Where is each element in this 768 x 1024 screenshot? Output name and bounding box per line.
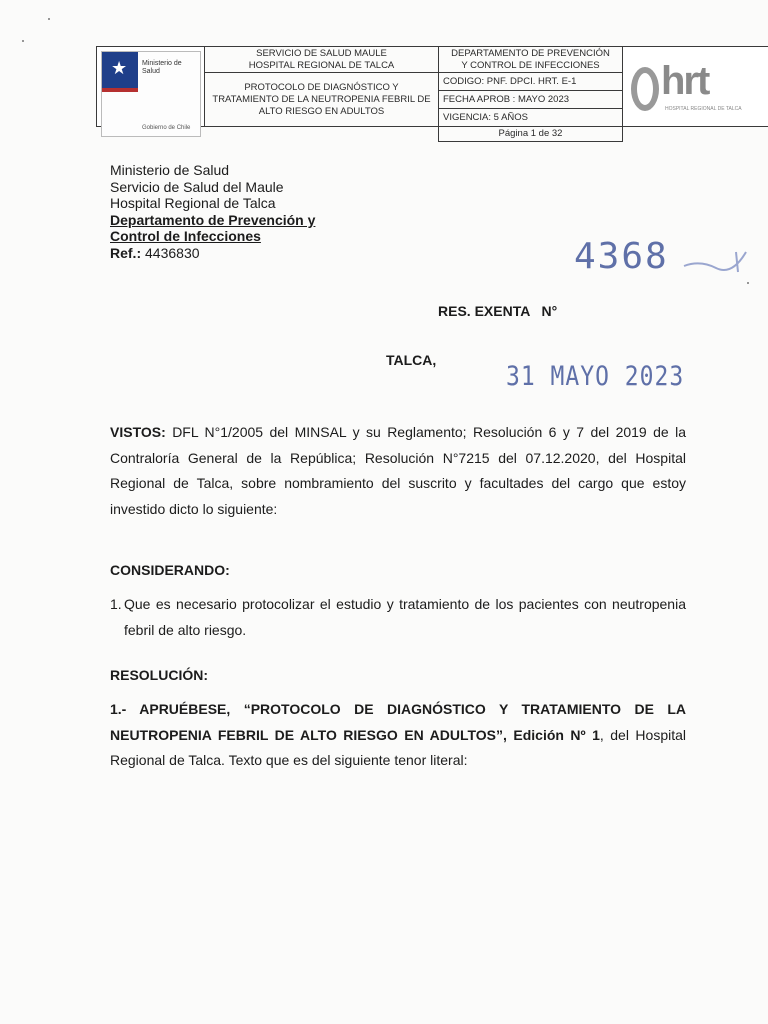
star-icon: ★ [111, 58, 128, 78]
scan-speck [22, 40, 24, 42]
considerando-item-1-number: 1. [110, 596, 122, 612]
hrt-circle-icon [631, 67, 659, 111]
resolucion-heading: RESOLUCIÓN: [110, 667, 208, 683]
servicio-cell [205, 47, 439, 73]
logo-ministerio-text: Ministerio de Salud [142, 60, 182, 75]
hospital-text: HOSPITAL REGIONAL DE TALCA [248, 59, 395, 71]
departamento-line2: Y CONTROL DE INFECCIONES [461, 59, 600, 71]
ministerio-salud-logo [101, 51, 201, 137]
pagina-cell: Página 1 de 32 [439, 127, 623, 142]
hrt-logo-subtext: HOSPITAL REGIONAL DE TALCA [665, 106, 742, 112]
city-label: TALCA, [386, 352, 437, 368]
address-ministerio: Ministerio de Salud [110, 162, 230, 178]
vigencia-cell: VIGENCIA: 5 AÑOS [439, 109, 623, 127]
ref-label: Ref.: [110, 244, 142, 261]
vistos-label: VISTOS: [110, 424, 166, 440]
empty-right-cell [623, 127, 768, 142]
considerando-item-1 [110, 592, 686, 643]
resolucion-item-1-rest: , del Hospital Regional de Talca. Texto que es del siguiente tenor literal: [110, 726, 687, 768]
scan-speck [747, 282, 749, 284]
ref-value: 4436830 [145, 244, 200, 261]
address-ref [110, 245, 315, 262]
hrt-logo [631, 59, 767, 119]
hrt-logo-cell [623, 47, 768, 127]
resolucion-edicion: Edición Nº 1 [513, 726, 600, 743]
protocolo-cell [205, 73, 439, 127]
servicio-text: SERVICIO DE SALUD MAULE [256, 47, 387, 59]
logo-gobierno-text: Gobierno de Chile [142, 125, 191, 131]
address-hospital: Hospital Regional de Talca [110, 195, 276, 212]
date-stamp: 31 MAYO 2023 [506, 362, 685, 392]
address-dept-line1: Departamento de Prevención y [110, 211, 316, 228]
hrt-logo-text: hrt [661, 59, 709, 103]
departamento-line1: DEPARTAMENTO DE PREVENCIÓN [451, 47, 610, 59]
departamento-cell [439, 47, 623, 73]
resolution-number-stamp: 4368 [574, 236, 669, 277]
protocolo-line1: PROTOCOLO DE DIAGNÓSTICO Y [244, 81, 399, 93]
stamp-smudge-mark [680, 246, 750, 276]
codigo-cell: CODIGO: PNF. DPCI. HRT. E-1 [439, 73, 623, 91]
address-block [110, 162, 315, 262]
vistos-text: DFL N°1/2005 del MINSAL y su Reglamento; Resolución 6 y 7 del 2019 de la Contraloría General de la República; Resolución N°7215 del 07.12.2020, del Hospital Regional de Talca, sobre nombramiento del suscrito y facultades del cargo que estoy investido dicto lo siguiente: [110, 424, 687, 517]
considerando-heading: CONSIDERANDO: [110, 562, 230, 578]
fecha-aprob-cell: FECHA APROB : MAYO 2023 [439, 91, 623, 109]
logo-red-stripe [102, 88, 138, 92]
res-exenta-label: RES. EXENTA N° [438, 303, 558, 319]
resolucion-item-1-title: 1.- APRUÉBESE, “PROTOCOLO DE DIAGNÓSTICO Y TRATAMIENTO DE LA NEUTROPENIA FEBRIL DE ALTO RIESGO EN ADULTOS”, [110, 701, 686, 743]
scan-speck [48, 18, 50, 20]
address-servicio: Servicio de Salud del Maule [110, 178, 284, 195]
protocolo-line3: ALTO RIESGO EN ADULTOS [258, 105, 385, 117]
considerando-item-1-text: Que es necesario protocolizar el estudio y tratamiento de los pacientes con neutropenia febril de alto riesgo. [124, 596, 686, 638]
ministry-logo-cell [97, 47, 205, 131]
address-dept-line2: Control de Infecciones [110, 228, 261, 245]
document-header-table [96, 46, 768, 142]
protocolo-line2: TRATAMIENTO DE LA NEUTROPENIA FEBRIL DE [212, 93, 431, 105]
vistos-paragraph [110, 420, 686, 522]
empty-cell [205, 127, 439, 142]
resolucion-item-1 [110, 697, 686, 774]
